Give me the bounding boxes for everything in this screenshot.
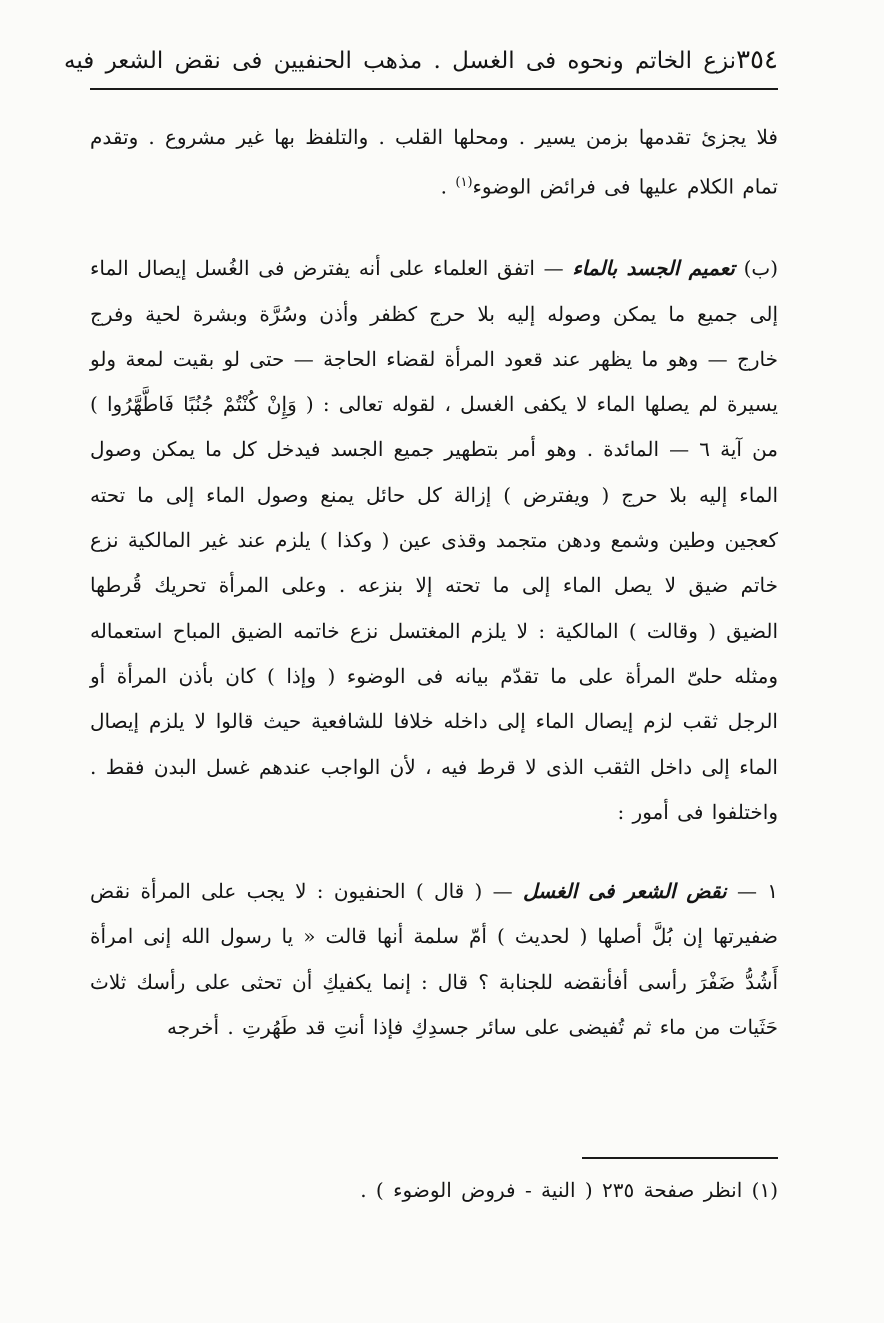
running-title: نزع الخاتم ونحوه فى الغسل . مذهب الحنفيين فى نقض الشعر فيه <box>64 48 737 74</box>
paragraph-tamim-al-jasad <box>90 246 778 835</box>
section-label: ١ — <box>736 879 779 904</box>
book-page <box>64 40 779 1050</box>
paragraph-text: — اتفق العلماء على أنه يفترض فى الغُسل إيصال الماء إلى جميع ما يمكن وصوله إليه بلا حرج كظفر وأذن وسُرَّة وبشرة لحية وفرج خارج — وهو ما يظهر عند قعود المرأة لقضاء الحاجة — حتى لو بقيت لمعة ولو يسيرة لم يصلها الماء لا يكفى الغسل ، لقوله تعالى : ( وَإِنْ كُنْتُمْ جُنُبًا فَاطَّهَّرُوا ) من آية ٦ — المائدة . وهو أمر بتطهير جميع الجسد فيدخل كل ما يمكن وصول الماء إليه بلا حرج ( ويفترض ) إزالة كل حائل يمنع وصول الماء إلى ما تحته كعجين وطين وشمع ودهن متجمد وقذى عين ( وكذا ) يلزم عند غير المالكية نزع خاتم ضيق لا يصل الماء إلى ما تحته إلا بنزعه . وعلى المرأة تحريك قُرطها الضيق ( وقالت ) المالكية : لا يلزم المغتسل نزع خاتمه الضيق المباح استعماله ومثله حلىّ المرأة على ما تقدّم بيانه فى الوضوء ( وإذا ) كان بأذن المرأة أو الرجل ثقب لزم إيصال الماء إلى داخله خلافا للشافعية حيث قالوا لا يلزم إيصال الماء إلى داخل الثقب الذى لا قرط فيه ، لأن الواجب عندهم غسل البدن فقط . واختلفوا فى أمور : <box>90 256 779 824</box>
paragraph-end: . <box>440 174 456 199</box>
paragraph-naqd-al-shar <box>90 869 778 1050</box>
footnote-text: (١) انظر صفحة ٢٣٥ ( النية - فروض الوضوء ) . <box>360 1178 778 1202</box>
footnote-reference: (١) <box>455 175 473 191</box>
paragraph-text: — ( قال ) الحنفيون : لا يجب على المرأة نقض ضفيرتها إن بُلَّ أصلها ( لحديث ) أمّ سلمة أنها قالت « يا رسول الله إنى امرأة أَشُدُّ ضَفْرَ رأسى أفأنقضه للجنابة ؟ قال : إنما يكفيكِ أن تحثى على رأسك ثلاث حَثَيات من ماء ثم تُفيضى على سائر جسدِكِ فإذا أنتِ قد طَهُرتِ . أخرجه <box>90 879 778 1039</box>
paragraph-text: فلا يجزئ تقدمها بزمن يسير . ومحلها القلب . والتلفظ بها غير مشروع . وتقدم تمام الكلام عليها فى فرائض الوضوء <box>90 125 778 199</box>
section-heading: نقض الشعر فى الغسل <box>522 879 727 904</box>
paragraph-continuation <box>90 115 778 210</box>
footnote <box>90 1175 778 1205</box>
section-heading: تعميم الجسد بالماء <box>572 256 735 281</box>
page-number: ٣٥٤ <box>736 45 778 75</box>
footnote-divider <box>582 1157 778 1159</box>
running-header <box>64 40 778 90</box>
section-label: (ب) <box>743 256 779 281</box>
